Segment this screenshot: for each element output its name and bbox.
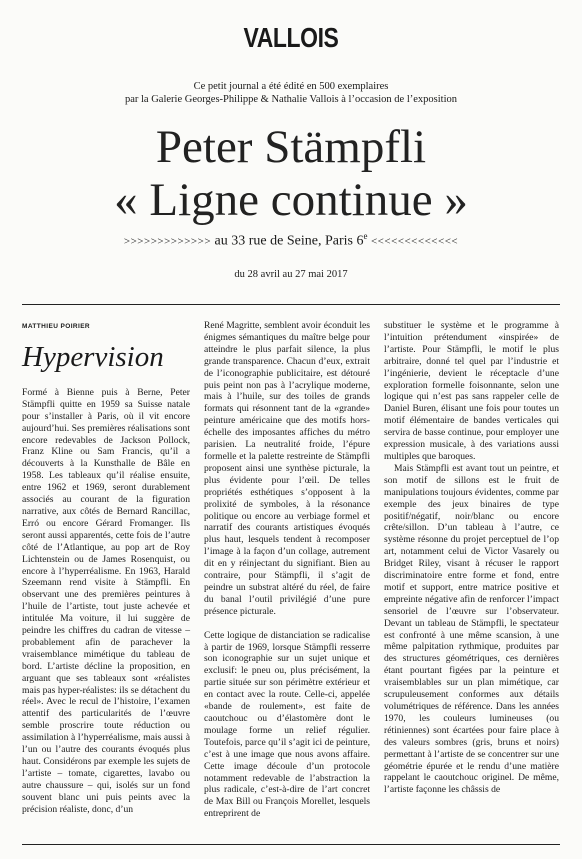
intro-line-2: par la Galerie Georges-Philippe & Nathalie Vallois à l’occasion de l’exposition [124,94,458,105]
gallery-logo: VALLOIS [243,22,339,53]
article-heading: Hypervision [22,340,164,373]
article-column-1 [22,320,190,816]
paragraph: Formé à Bienne puis à Berne, Peter Stämpfli quitte en 1959 sa Suisse natale pour s’installer à Paris, où il vit encore aujourd’hui. Ses premières réalisations sont encore redevables de Jackson Pollock, Franz Kline ou Sam Francis, qu’il a découverts à la Kunsthalle de Bâle en 1958. Les tableaux qu’il réalise ensuite, entre 1962 et 1969, seront durablement associés au courant de la figuration narrative, aux côtés de Bernard Rancillac, Erró ou encore Gérard Fromanger. Ils seront aussi apparentés, cette fois de l’autre côté de l’Atlantique, au pop art de Roy Lichtenstein ou de James Rosenquist, ou encore à l’hyperréalisme. En 1963, Harald Szeemann rend visite à Stämpfli. En observant une des premières peintures à l’huile de l’artiste, tout juste achevée et intitulée Ma voiture, il lui suggère de peindre les chiffres du cadran de vitesse – probablement afin de parachever la vraisemblance mimétique du tableau de bord. L’artiste décline la proposition, en arguant que ses tableaux sont «réalistes mais pas hyper-réalistes: ils se détachent du réel». Avec le recul de l’histoire, l’examen attentif des particularités de l’œuvre semble proscrire toute réduction ou assimilation à l’hyperréalisme, mais aussi à l’un ou l’autre des courants évoqués plus haut. Considérons par exemple les sujets de l’artiste – tomate, cigarettes, lavabo ou autre chaussure – qui, isolés sur un fond souvent blanc uni puis peints avec la précision réaliste, donc, d’un [22,386,190,815]
article-column-3 [384,320,559,796]
intro-line-1: Ce petit journal a été édité en 500 exemplaires [193,81,389,92]
exhibition-title-artist: Peter Stämpfli [155,121,427,173]
exhibition-address [0,231,582,250]
top-divider [22,304,560,305]
exhibition-title-name: « Ligne continue » [114,174,468,226]
bottom-divider [22,844,560,845]
address-text: au 33 rue de Seine, Paris 6 [214,233,364,249]
article-author: MATTHIEU POIRIER [22,323,91,330]
address-superscript: e [363,231,368,241]
paragraph: substituer le système et le programme à l’intuition prétendument «inspirée» de l’artiste. Pour Stämpfli, le motif le plus arbitraire, donné tel quel par l’industrie et l’ingénierie, devient le réceptacle d’une exploration formelle foisonnante, selon une logique qui n’est pas sans rappeler celle de Daniel Buren, élisant une fois pour toutes un motif élémentaire de bandes verticales qui servira de basse continue, pour employer une expression musicale, à des variations aussi multiples que baroques. [384,320,559,462]
paragraph: René Magritte, semblent avoir éconduit les énigmes sémantiques du maître belge pour atteindre le plus parfait silence, la plus grande transparence. Chacun d’eux, extrait de l’iconographie publicitaire, est détouré puis peint non pas à l’acrylique moderne, mais à l’huile, sur des toiles de grands formats qui résonnent tant de la «grande» peinture américaine que des motifs hors-échelle des imposantes affiches du métro parisien. La neutralité froide, l’épure formelle et la palette restreinte de Stämpfli proposent ainsi une synthèse picturale, la plus évidente pour l’œil. De telles propriétés esthétiques s’opposent à la prolixité de symboles, à la résonance politique ou encore au verbiage formel et narratif des courants artistiques évoqués plus haut, lesquels tendent à recomposer l’image à la façon d’un collage, autrement dit en y réinjectant du signifiant. Bien au contraire, pour Stämpfli, il s’agit de peindre un substrat altéré du réel, de faire du banal l’outil privilégié d’une pure présence picturale. [204,320,370,617]
exhibition-dates: du 28 avril au 27 mai 2017 [234,269,348,280]
intro-text [0,80,582,106]
arrows-left: >>>>>>>>>>>>> [123,235,212,248]
article-column-2 [204,320,370,820]
paragraph: Cette logique de distanciation se radicalise à partir de 1969, lorsque Stämpfli resserre son iconographie sur un sujet unique et exclusif: le pneu ou, plus précisément, la partie située sur son périmètre extérieur et en contact avec la route. Celle-ci, appelée «bande de roulement», est faite de caoutchouc ou d’élastomère dont le moulage forme un relief régulier. Toutefois, parce qu’il s’agit ici de peinture, c’est à une image que nous avons affaire. Cette image découle d’un protocole notamment redevable de l’abstraction la plus radicale, c’est-à-dire de l’art concret de Max Bill ou François Morellet, lesquels entreprirent de [204,629,370,820]
paragraph: Mais Stämpfli est avant tout un peintre, et son motif de sillons est le fruit de manipulations toujours évidentes, comme par exemple des jeux binaires de type positif/négatif, noir/blanc ou encore crête/sillon. D’un tableau à l’autre, ce système résonne du projet perceptuel de l’op art, notamment celui de Victor Vasarely ou Bridget Riley, visant à récuser le rapport discriminatoire entre forme et fond, entre motif et support, entre matrice positive et empreinte négative afin de renforcer l’impact sensoriel de l’œuvre sur l’observateur. Devant un tableau de Stämpfli, le spectateur est confronté à une même scansion, à une même palpitation rythmique, produites par des structures géométriques, ces dernières étant pourtant figées par la peinture et vraisemblables sur un plan mimétique, car scrupuleusement conformes aux détails volumétriques de référence. Dans les années 1970, les couleurs lumineuses (ou rétiniennes) sont écartées pour faire place à des valeurs sombres (gris, bruns et noirs) permettant à l’artiste de se concentrer sur une géométrie épurée et le rendu d’une matière rappelant le caoutchouc originel. De même, l’artiste façonne les châssis de [384,462,559,796]
arrows-right: <<<<<<<<<<<<< [370,235,459,248]
